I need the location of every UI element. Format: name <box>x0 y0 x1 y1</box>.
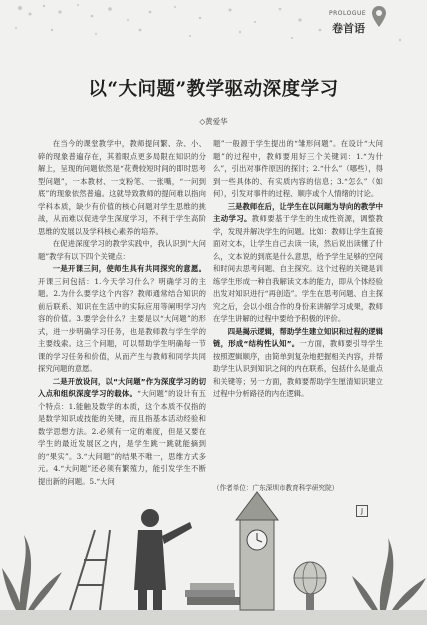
paragraph: 在当今的课堂教学中，教师提问繁、杂、小、碎的现象普遍存在，其着眼点更多局限在知识的分解上，呈现的问题依然是“花费较短时间的即时思考型问题”，一本教材、一支粉笔、一张嘴，“一问到底”的现象依然普遍。这就导致教师的提问难以指向学科本质，缺少有价值的核心问题对学生思维的挑战，从而难以促进学生深度学习，不利于学生高阶思维的发展以及学科核心素养的培养。 <box>38 139 206 236</box>
teacher-figure-icon <box>134 509 192 610</box>
paragraph-body: 开课三问包括：1.今天学习什么？明确学习的主题。2.为什么要学这个内容？教师通常结合知识的前后联系、知识在生活中的实际应用等阐明学习内容的价值。3.要学会什么？主要是以“大问题”的形式，进一步明确学习任务，也是教师教与学生学的主要线索。这三个问题，可以帮助学生明确每一节课的学习任务和价值，从而产生与教师和同学共同探究问题的意愿。 <box>38 276 206 373</box>
right-column <box>213 138 383 401</box>
key-point-heading: 四是揭示逻辑，帮助学生建立知识和过程的逻辑链，形成“结构性认知”。 <box>213 326 383 348</box>
books-icon <box>185 583 241 605</box>
end-of-article-mark: J <box>356 505 368 517</box>
decorative-illustration <box>0 440 427 625</box>
plant-icon <box>352 538 426 610</box>
key-point-heading: 一是开课三问，使师生具有共同探究的意愿。 <box>52 264 206 273</box>
paragraph-body: 一方面，教师要引导学生按照逻辑顺序，由简单到复杂地把握相关内容，并帮助学生认识到知识之间的内在联系，包括什么是重点和关键等；另一方面，教师要帮助学生厘清知识建立过程中分析路径的内在逻辑。 <box>213 339 383 398</box>
paragraph <box>213 326 383 401</box>
globe-icon <box>294 562 326 610</box>
location-pin-icon <box>371 5 387 29</box>
key-point-heading: 二是开放设问，以“大问题”作为深度学习的切入点和组织深度学习的载体。 <box>38 376 206 398</box>
prologue-label: PROLOGUE <box>329 10 367 17</box>
author-byline: ◇黄爱华 <box>199 117 228 126</box>
paragraph <box>213 201 383 326</box>
left-column <box>38 138 206 488</box>
paragraph: 题”一般源于学生提出的“雏形问题”。在设计“大问题”的过程中，教师要用好三个关键词：1.“为什么”，引出对事件原因的探讨；2.“什么”（哪些），得到一些具体的、有实质内容的信息；3.“怎么”（如何），引发对事件的过程、顺序或个人情绪的讨论。 <box>213 139 383 198</box>
key-point-heading: 三是教师在后，让学生在以问题为导向的教学中主动学习。 <box>213 201 383 223</box>
paragraph-body: “大问题”的设计有五个特点：1.能触及数学的本质，这个本质不仅指的是数学知识或技能的关键，而且指基本活动经验和数学思想方法。2.必须有一定的难度，但是又要在学生的最近发展区之内，是学生跳一跳就能摘到的“果实”。3.“大问题”的结果不唯一，思维方式多元。4.“大问题”还必须有繁殖力，能引发学生不断提出新的问题。5.“大问 <box>38 389 206 486</box>
section-tag: 卷首语 <box>332 22 365 35</box>
article-title: 以“大问题”教学驱动深度学习 <box>88 79 339 100</box>
ladder-icon <box>70 530 110 610</box>
plant-icon <box>2 535 62 610</box>
clock-tower-icon <box>236 492 278 610</box>
paragraph <box>38 263 206 376</box>
paragraph-body: 教师要基于学生的生成性资源，调整教学，发现并解决学生的问题。比如：教师让学生直接面对文本，让学生自己去读一读，然后说出读懂了什么，文本说的到底是什么意思，给予学生足够的空间和时间去思考问题、自主探究。这个过程的关键是训练学生形成一种自我解读文本的能力，即从个体经验出发对知识进行“再创造”。学生在思考问题、自主探究之后，会以小组合作的身份来讲解学习成果，教师在学生讲解的过程中要给予积极的评价。 <box>213 214 383 323</box>
paragraph: 在促进深度学习的教学实践中，我认识到“大问题”教学有以下四个关键点： <box>38 239 206 261</box>
author-affiliation: （作者单位：广东深圳市教育科学研究院） <box>213 484 339 492</box>
